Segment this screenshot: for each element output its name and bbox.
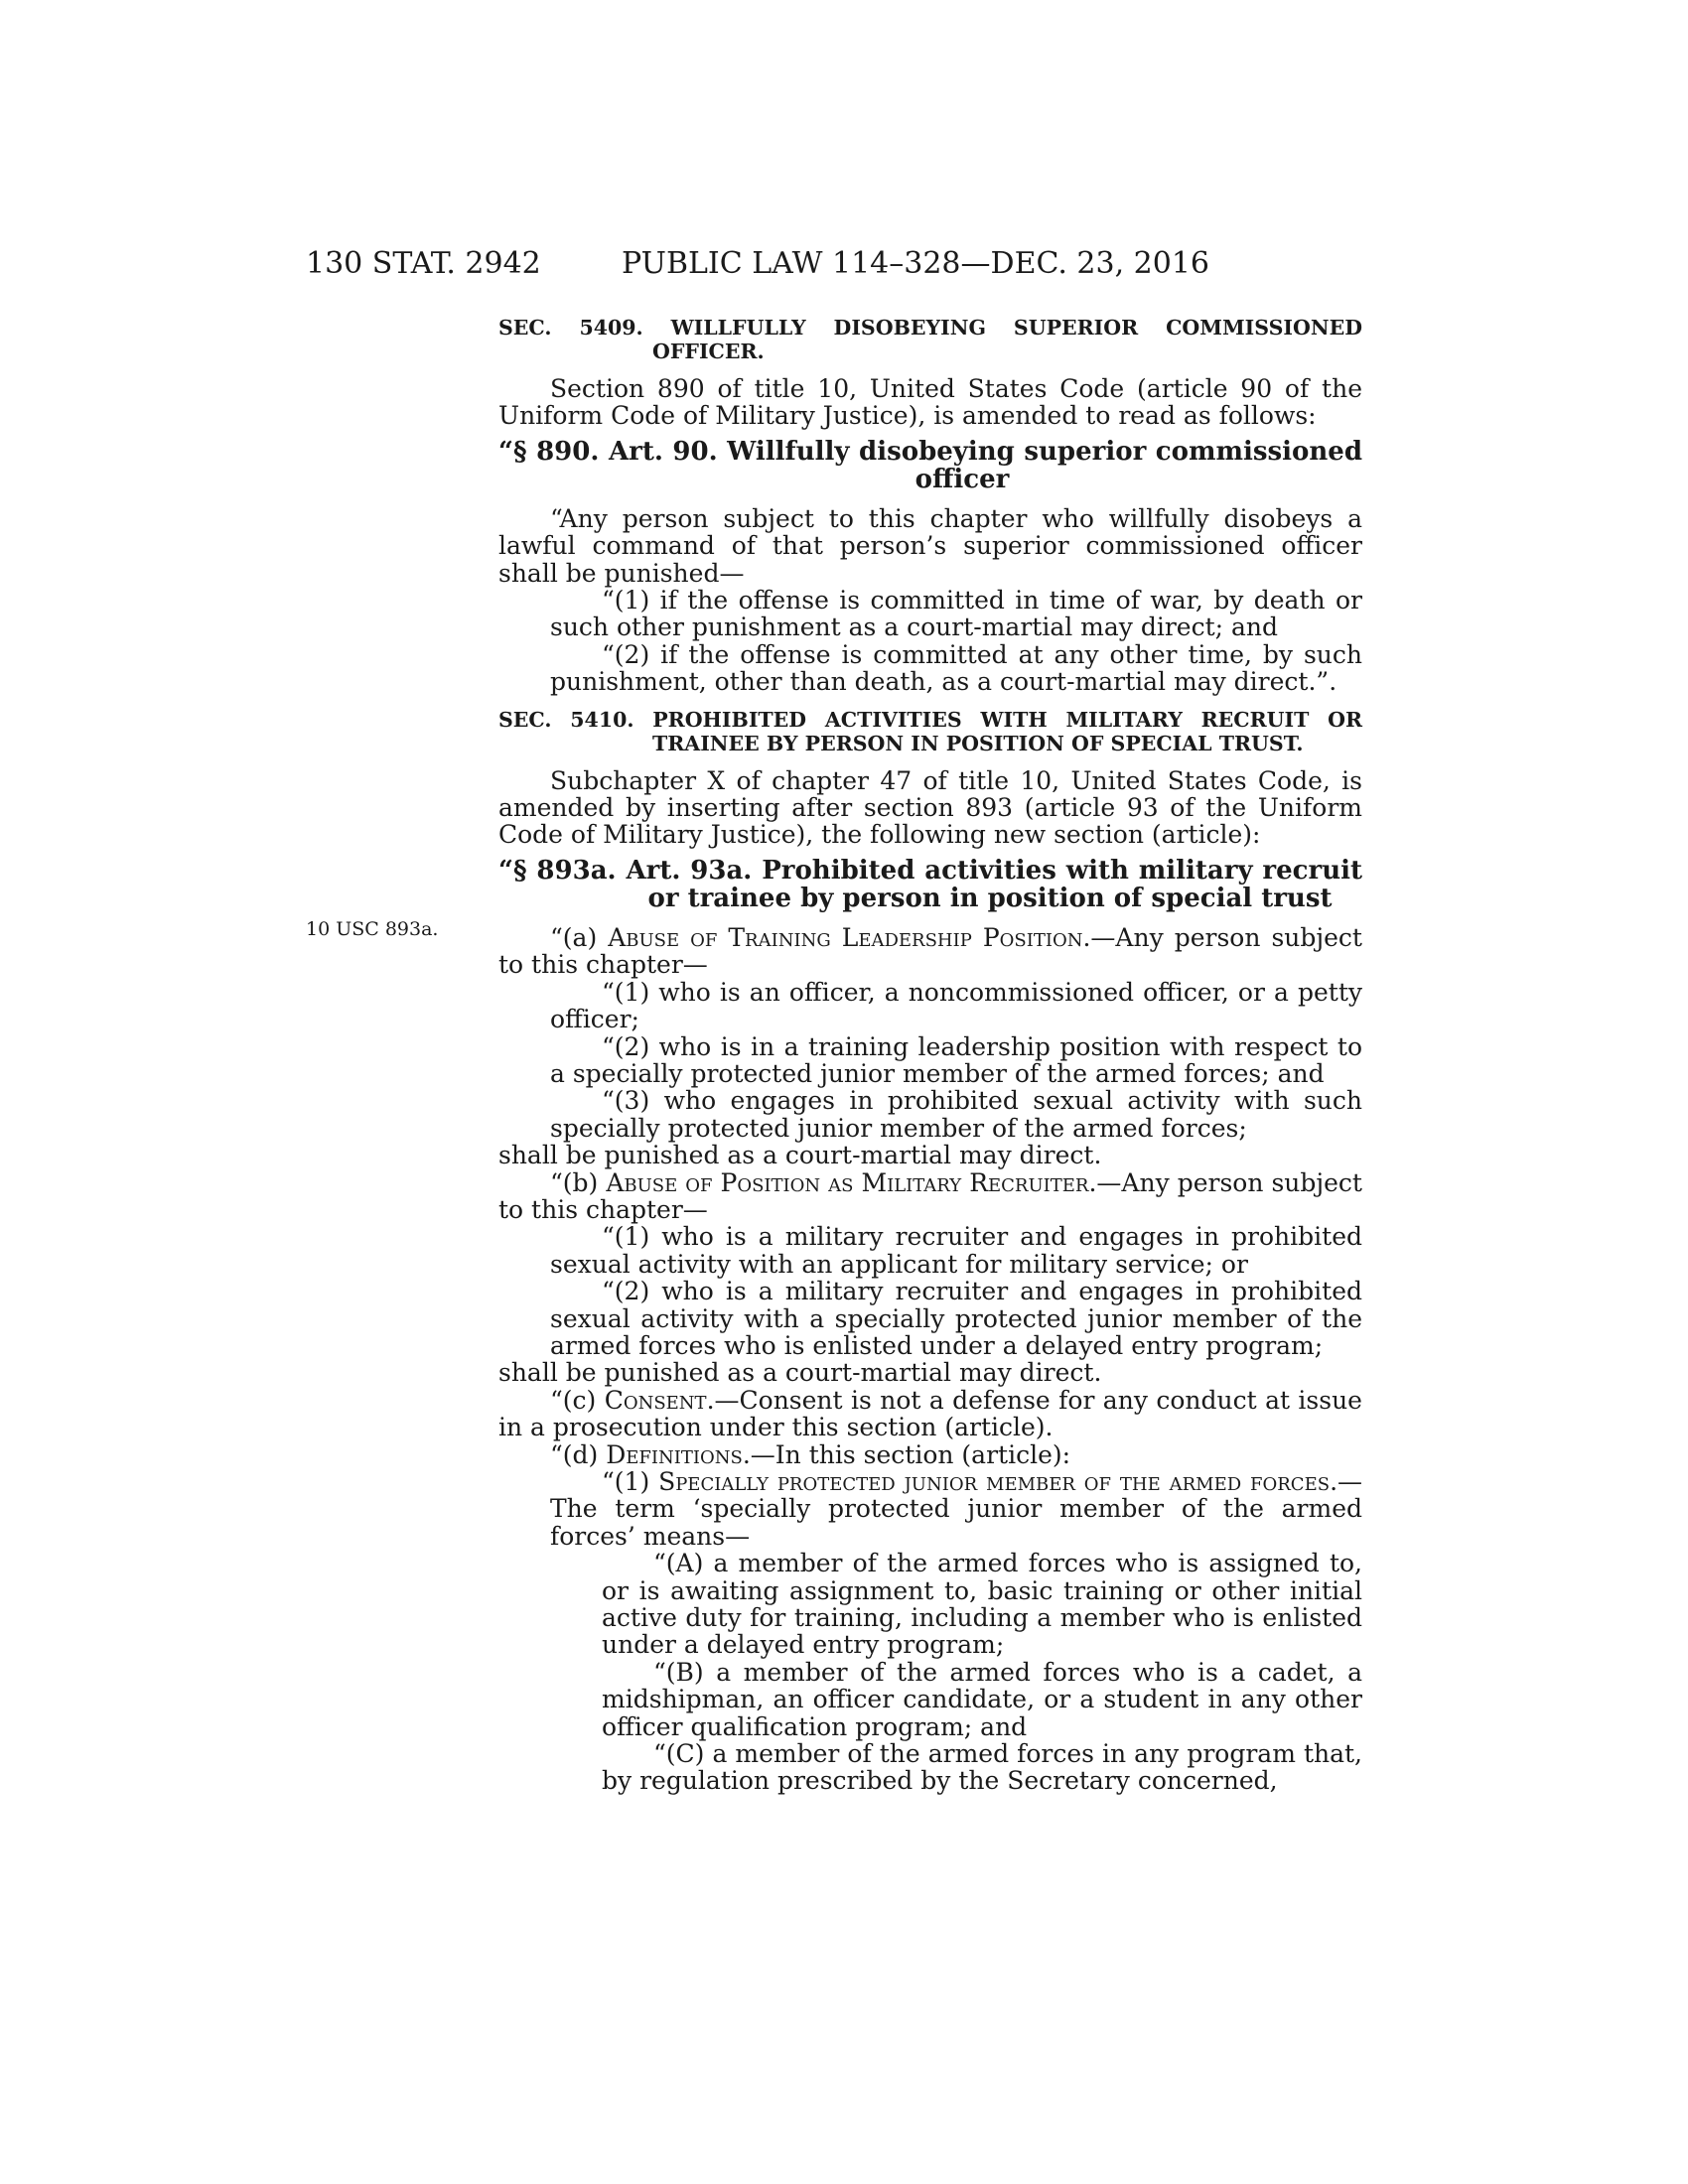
subsection-a-open: “(a)	[550, 922, 609, 952]
article-93a-heading-line2: or trainee by person in position of special trust	[647, 883, 1333, 913]
article-90-heading-line1: “§ 890. Art. 90. Willfully disobeying superior commissioned	[498, 436, 1362, 467]
section-5409-intro: Section 890 of title 10, United States Code (article 90 of the Uniform Code of Military Justice), is amended to read as follows:	[498, 374, 1362, 431]
article-93a-heading-line1: “§ 893a. Art. 93a. Prohibited activities with military recruit	[498, 855, 1362, 886]
subsection-d-heading: Definitions	[606, 1439, 743, 1469]
subsection-b-para-1: “(1) who is a military recruiter and engages in prohibited sexual activity with an applicant for military service; or	[550, 1222, 1362, 1279]
definition-1	[498, 1468, 1362, 1550]
section-heading-5410-line2: TRAINEE BY PERSON IN POSITION OF SPECIAL TRUST.	[652, 731, 1304, 755]
subsection-c-open: “(c)	[550, 1385, 605, 1415]
section-heading-5410-line1: SEC. 5410. PROHIBITED ACTIVITIES WITH MILITARY RECRUIT OR	[498, 707, 1362, 732]
definition-1-heading: Specially protected junior member of the armed forces	[658, 1467, 1331, 1496]
subsection-d	[498, 1441, 1362, 1468]
section-heading-5410	[498, 708, 1362, 755]
subsection-b-para-2: “(2) who is a military recruiter and engages in prohibited sexual activity with a specially protected junior member of the armed forces who is enlisted under a delayed entry program;	[550, 1277, 1362, 1360]
subsection-d-open: “(d)	[550, 1439, 607, 1469]
article-90-heading-line2: officer	[914, 464, 1010, 494]
subsection-a-heading: Abuse of Training Leadership Position	[608, 922, 1083, 952]
subsection-a-para-3: “(3) who engages in prohibited sexual activity with such specially protected junior member of the armed forces;	[550, 1086, 1362, 1143]
definition-1-C: “(C) a member of the armed forces in any program that, by regulation prescribed by the Secretary concerned,	[602, 1739, 1362, 1796]
subsection-a	[498, 924, 1362, 979]
definition-1-A: “(A) a member of the armed forces who is assigned to, or is awaiting assignment to, basic training or other initial active duty for training, including a member who is enlisted under a delayed entry program;	[602, 1549, 1362, 1660]
subsection-a-text: .—Any person subject to this chapter—	[498, 922, 1362, 980]
subsection-d-text: .—In this section (article):	[742, 1439, 1071, 1469]
subsection-a-close: shall be punished as a court-martial may direct.	[498, 1141, 1102, 1170]
subsection-c	[498, 1387, 1362, 1441]
margin-citation: 10 USC 893a.	[306, 918, 439, 940]
subsection-b-heading: Abuse of Position as Military Recruiter	[606, 1167, 1089, 1197]
subsection-b-close: shall be punished as a court-martial may direct.	[498, 1358, 1102, 1388]
article-90-para-2: “(2) if the offense is committed at any other time, by such punishment, other than death, as a court-martial may direct.”.	[550, 639, 1362, 697]
subsection-b	[498, 1169, 1362, 1224]
section-heading-5409-line1: SEC. 5409. WILLFULLY DISOBEYING SUPERIOR COMMISSIONED	[498, 316, 1362, 340]
definition-1-text: .—The term ‘specially protected junior member of the armed forces’ means—	[550, 1467, 1363, 1551]
subsection-a-para-2: “(2) who is in a training leadership position with respect to a specially protected junior member of the armed forces; and	[550, 1031, 1362, 1088]
section-heading-5409-line2: OFFICER.	[652, 340, 765, 363]
article-93a-heading	[498, 857, 1362, 912]
section-5410-intro: Subchapter X of chapter 47 of title 10, United States Code, is amended by inserting after section 893 (article 93 of the Uniform Code of Military Justice), the following new section (article):	[498, 765, 1362, 850]
definition-1-open: “(1)	[602, 1467, 659, 1496]
subsection-b-open: “(b)	[550, 1167, 607, 1197]
subsection-c-heading: Consent	[604, 1385, 707, 1415]
subsection-b-text: .—Any person subject to this chapter—	[498, 1167, 1362, 1224]
subsection-c-text: .—Consent is not a defense for any conduct at issue in a prosecution under this section (article).	[498, 1385, 1362, 1442]
page-stat-number: 130 STAT. 2942	[306, 246, 541, 281]
running-header: PUBLIC LAW 114–328—DEC. 23, 2016	[622, 246, 1210, 281]
definition-1-B: “(B) a member of the armed forces who is a cadet, a midshipman, an officer candidate, or a student in any other officer qualification program; and	[602, 1657, 1362, 1741]
subsection-a-para-1: “(1) who is an officer, a noncommissioned officer, or a petty officer;	[550, 977, 1362, 1034]
document-body	[498, 316, 1362, 1795]
article-90-text: “Any person subject to this chapter who willfully disobeys a lawful command of that person’s superior commissioned officer shall be punished—	[498, 503, 1362, 588]
article-90-para-1: “(1) if the offense is committed in time of war, by death or such other punishment as a court-martial may direct; and	[550, 586, 1362, 642]
section-heading-5409	[498, 316, 1362, 363]
article-90-heading	[498, 438, 1362, 493]
